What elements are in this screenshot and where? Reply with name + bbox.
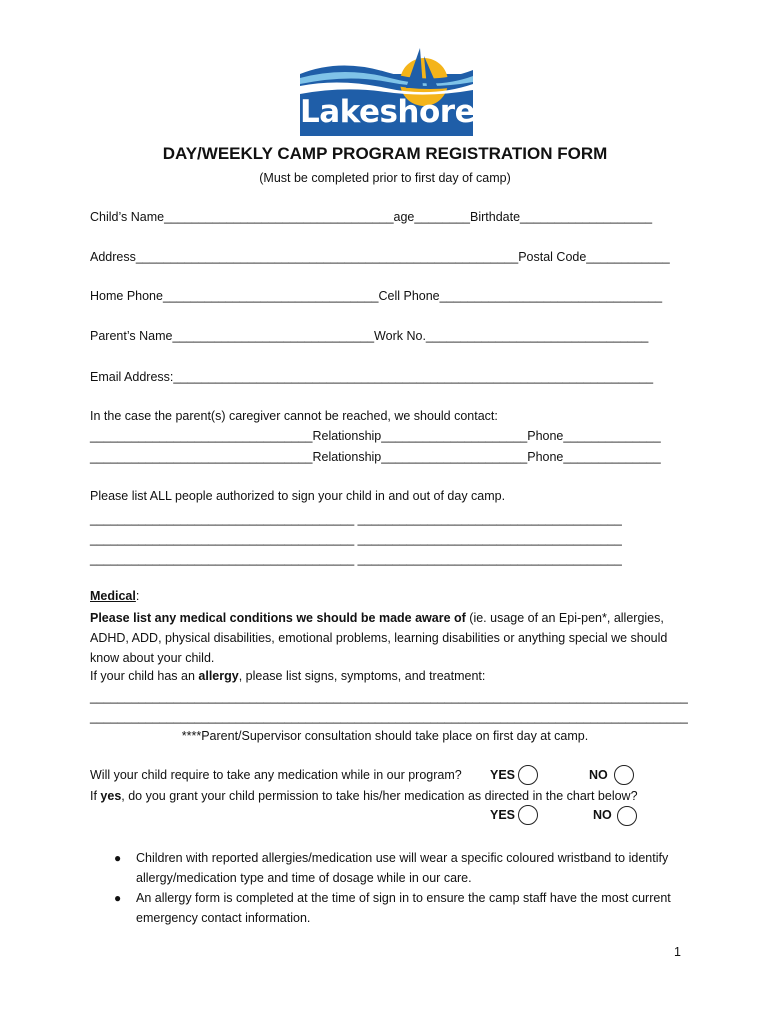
allergy-line[interactable]: ______________________________________________________________________________________ xyxy=(90,710,688,724)
allergy-prompt-bold: allergy xyxy=(198,669,239,683)
medical-heading-colon: : xyxy=(135,589,140,603)
medical-paragraph-rest: (ie. usage of an Epi-pen*, allergies, ADHD, ADD, physical disabilities, emotional problems, learning disabilities or anything special we should know about your child. xyxy=(90,611,668,665)
medical-paragraph-bold: Please list any medical conditions we should be made aware of xyxy=(90,611,466,625)
logo-text: Lakeshore xyxy=(300,94,476,130)
authorized-row[interactable]: ______________________________________ ______________________________________ xyxy=(90,532,622,546)
consultation-note: ****Parent/Supervisor consultation should take place on first day at camp. xyxy=(181,729,589,743)
child-info-line[interactable]: Child’s Name_________________________________age________Birthdate___________________ xyxy=(90,210,653,224)
medication-yes-radio[interactable] xyxy=(518,765,538,785)
page-subtitle: (Must be completed prior to first day of camp) xyxy=(259,171,511,185)
email-line[interactable]: Email Address:_____________________________________________________________________ xyxy=(90,370,654,384)
parent-line[interactable]: Parent’s Name_____________________________Work No.________________________________ xyxy=(90,329,649,343)
bullet-icon: ● xyxy=(114,891,122,905)
medication-no-label: NO xyxy=(589,768,608,782)
permission-question-a: If xyxy=(90,789,101,803)
allergy-line[interactable]: ______________________________________________________________________________________ xyxy=(90,690,688,704)
permission-no-radio[interactable] xyxy=(617,806,637,826)
contact-row[interactable]: ________________________________Relationship_____________________Phone______________ xyxy=(90,429,661,443)
phone-line[interactable]: Home Phone_______________________________Cell Phone________________________________ xyxy=(90,289,663,303)
allergy-prompt-b: , please list signs, symptoms, and treatment: xyxy=(238,669,486,683)
permission-no-label: NO xyxy=(593,808,612,822)
lakeshore-logo xyxy=(300,44,476,136)
address-line[interactable]: Address_______________________________________________________Postal Code____________ xyxy=(90,250,670,264)
bullet-icon: ● xyxy=(114,851,122,865)
contact-row[interactable]: ________________________________Relationship_____________________Phone______________ xyxy=(90,450,661,464)
allergy-prompt xyxy=(90,669,485,683)
authorized-intro: Please list ALL people authorized to sign your child in and out of day camp. xyxy=(90,489,506,503)
permission-question xyxy=(90,789,638,803)
medical-heading-text: Medical xyxy=(90,589,136,603)
page-number: 1 xyxy=(674,945,681,959)
permission-yes-label: YES xyxy=(490,808,516,822)
permission-yes-radio[interactable] xyxy=(518,805,538,825)
medication-question: Will your child require to take any medication while in our program? xyxy=(90,768,462,782)
bullet-item: Children with reported allergies/medication use will wear a specific coloured wristband to identify allergy/medication type and time of dosage while in our care. xyxy=(136,851,669,885)
bullet-item: An allergy form is completed at the time of sign in to ensure the camp staff have the most current emergency contact information. xyxy=(136,891,671,925)
medication-no-radio[interactable] xyxy=(614,765,634,785)
permission-question-bold: yes xyxy=(100,789,122,803)
allergy-prompt-a: If your child has an xyxy=(90,669,199,683)
medical-paragraph xyxy=(90,608,690,668)
authorized-row[interactable]: ______________________________________ ______________________________________ xyxy=(90,552,622,566)
page-title: DAY/WEEKLY CAMP PROGRAM REGISTRATION FORM xyxy=(162,144,608,163)
authorized-row[interactable]: ______________________________________ ______________________________________ xyxy=(90,512,622,526)
contact-intro: In the case the parent(s) caregiver cannot be reached, we should contact: xyxy=(90,409,498,423)
medical-heading xyxy=(90,589,139,603)
permission-question-b: , do you grant your child permission to take his/her medication as directed in the chart below? xyxy=(121,789,638,803)
medication-yes-label: YES xyxy=(490,768,516,782)
